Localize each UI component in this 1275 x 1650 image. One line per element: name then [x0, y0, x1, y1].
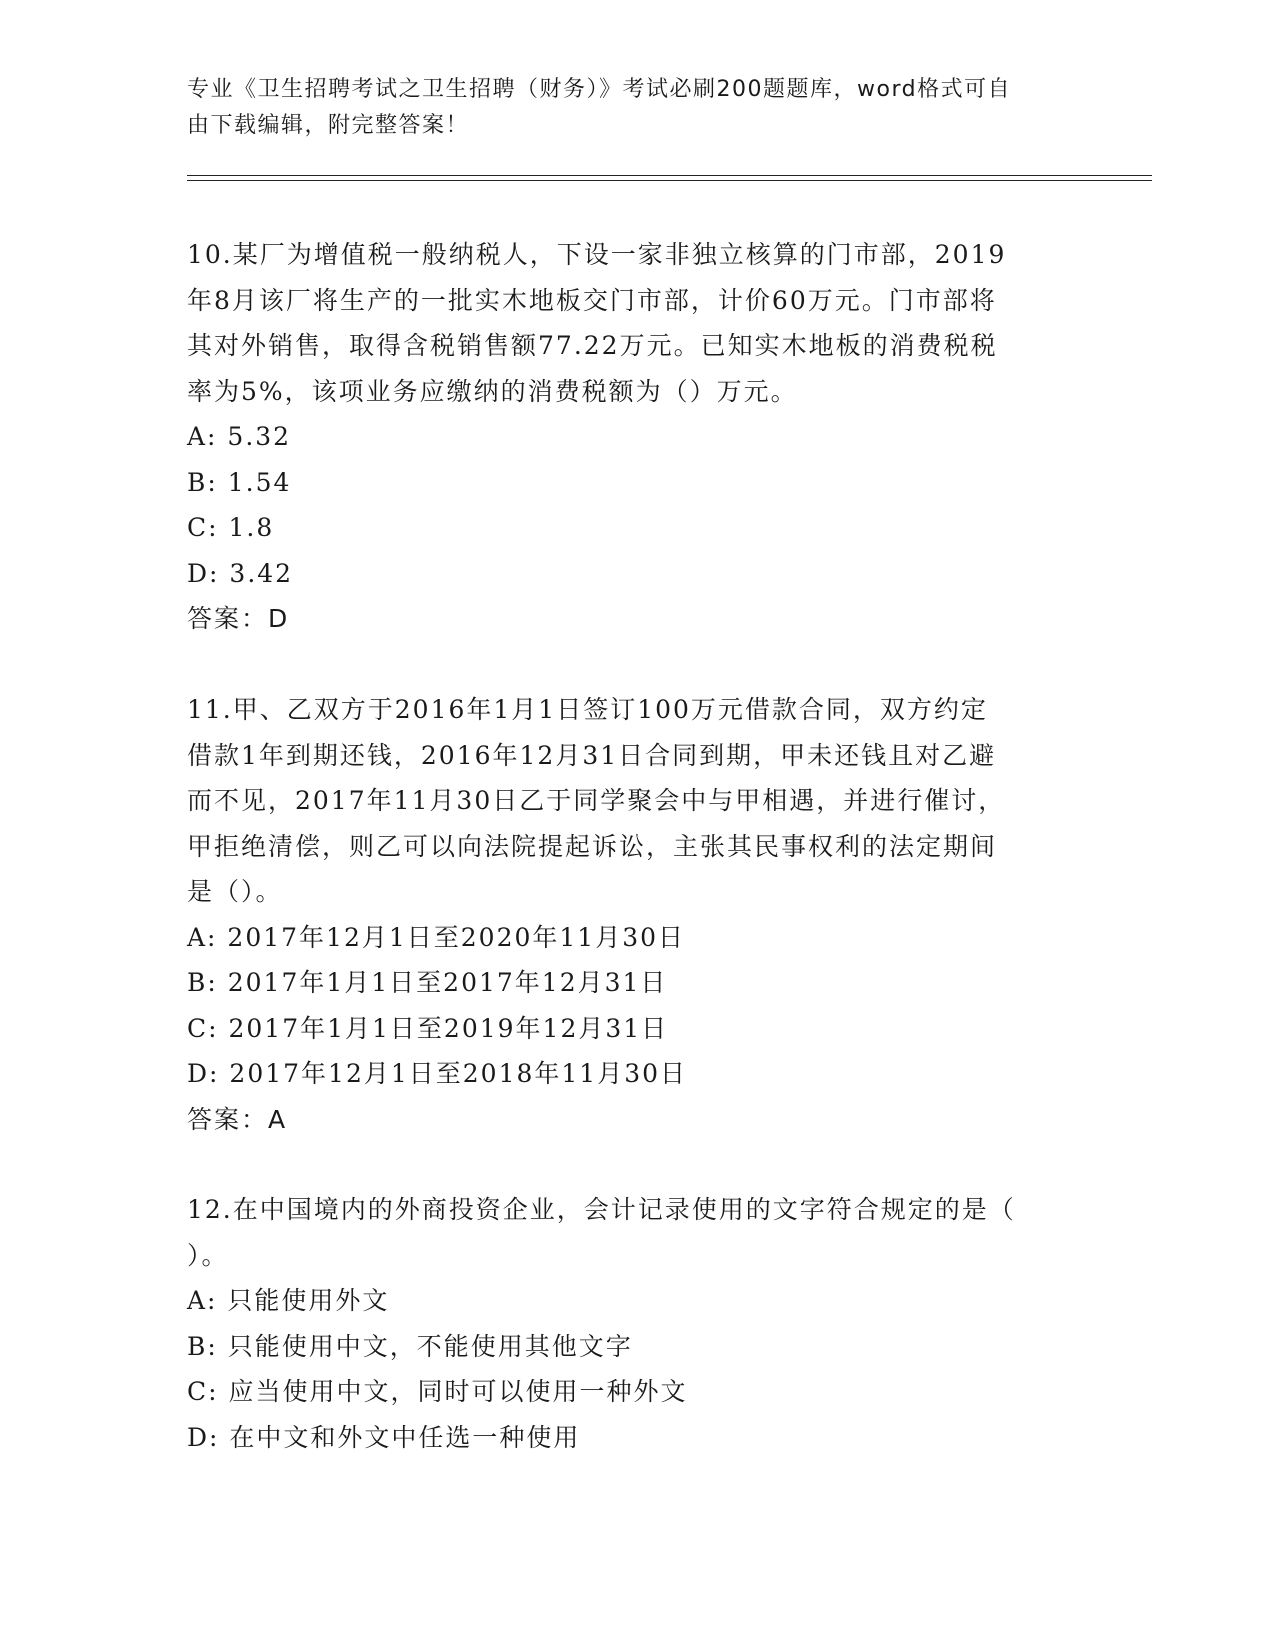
question-stem-line: 借款1年到期还钱，2016年12月31日合同到期，甲未还钱且对乙避 — [187, 740, 997, 770]
question-10 — [187, 232, 1067, 642]
option-a: A: 5.32 — [187, 422, 292, 451]
option-a: A: 2017年12月1日至2020年11月30日 — [187, 922, 686, 952]
option-a: A: 只能使用外文 — [187, 1286, 390, 1315]
question-stem-line: 其对外销售，取得含税销售额77.22万元。已知实木地板的消费税税 — [187, 331, 998, 360]
question-12 — [187, 1187, 1067, 1460]
header-divider-bottom — [187, 180, 1152, 181]
option-d: D: 在中文和外文中任选一种使用 — [187, 1422, 581, 1452]
question-stem-line: ）。 — [187, 1240, 229, 1270]
answer-label: 答案：A — [187, 1104, 288, 1134]
question-stem-line: 12.在中国境内的外商投资企业，会计记录使用的文字符合规定的是（ — [187, 1195, 1016, 1224]
option-d: D: 3.42 — [187, 558, 294, 588]
question-stem-line: 率为5%，该项业务应缴纳的消费税额为（）万元。 — [187, 376, 798, 406]
option-c: C: 1.8 — [187, 513, 275, 542]
document-header — [187, 72, 1067, 144]
header-line-1: 专业《卫生招聘考试之卫生招聘（财务）》考试必刷200题题库，word格式可自 — [187, 77, 1012, 102]
option-d: D: 2017年12月1日至2018年11月30日 — [187, 1059, 688, 1088]
question-stem-line: 10.某厂为增值税一般纳税人，下设一家非独立核算的门市部，2019 — [187, 240, 1007, 269]
question-stem-line: 甲拒绝清偿，则乙可以向法院提起诉讼，主张其民事权利的法定期间 — [187, 831, 998, 861]
option-c: C: 应当使用中文，同时可以使用一种外文 — [187, 1377, 688, 1406]
question-stem-line: 年8月该厂将生产的一批实木地板交门市部，计价60万元。门市部将 — [187, 285, 997, 315]
answer-label: 答案：D — [187, 604, 290, 633]
question-stem-line: 而不见，2017年11月30日乙于同学聚会中与甲相遇，并进行催讨， — [187, 786, 1006, 815]
option-b: B: 只能使用中文，不能使用其他文字 — [187, 1331, 633, 1361]
question-stem-line: 是（）。 — [187, 877, 283, 906]
option-b: B: 1.54 — [187, 467, 292, 497]
question-11 — [187, 687, 1067, 1142]
header-line-2: 由下载编辑，附完整答案！ — [187, 113, 470, 138]
header-divider-top — [187, 175, 1152, 176]
question-stem-line: 11.甲、乙双方于2016年1月1日签订100万元借款合同，双方约定 — [187, 695, 988, 724]
option-c: C: 2017年1月1日至2019年12月31日 — [187, 1013, 669, 1043]
option-b: B: 2017年1月1日至2017年12月31日 — [187, 968, 668, 997]
